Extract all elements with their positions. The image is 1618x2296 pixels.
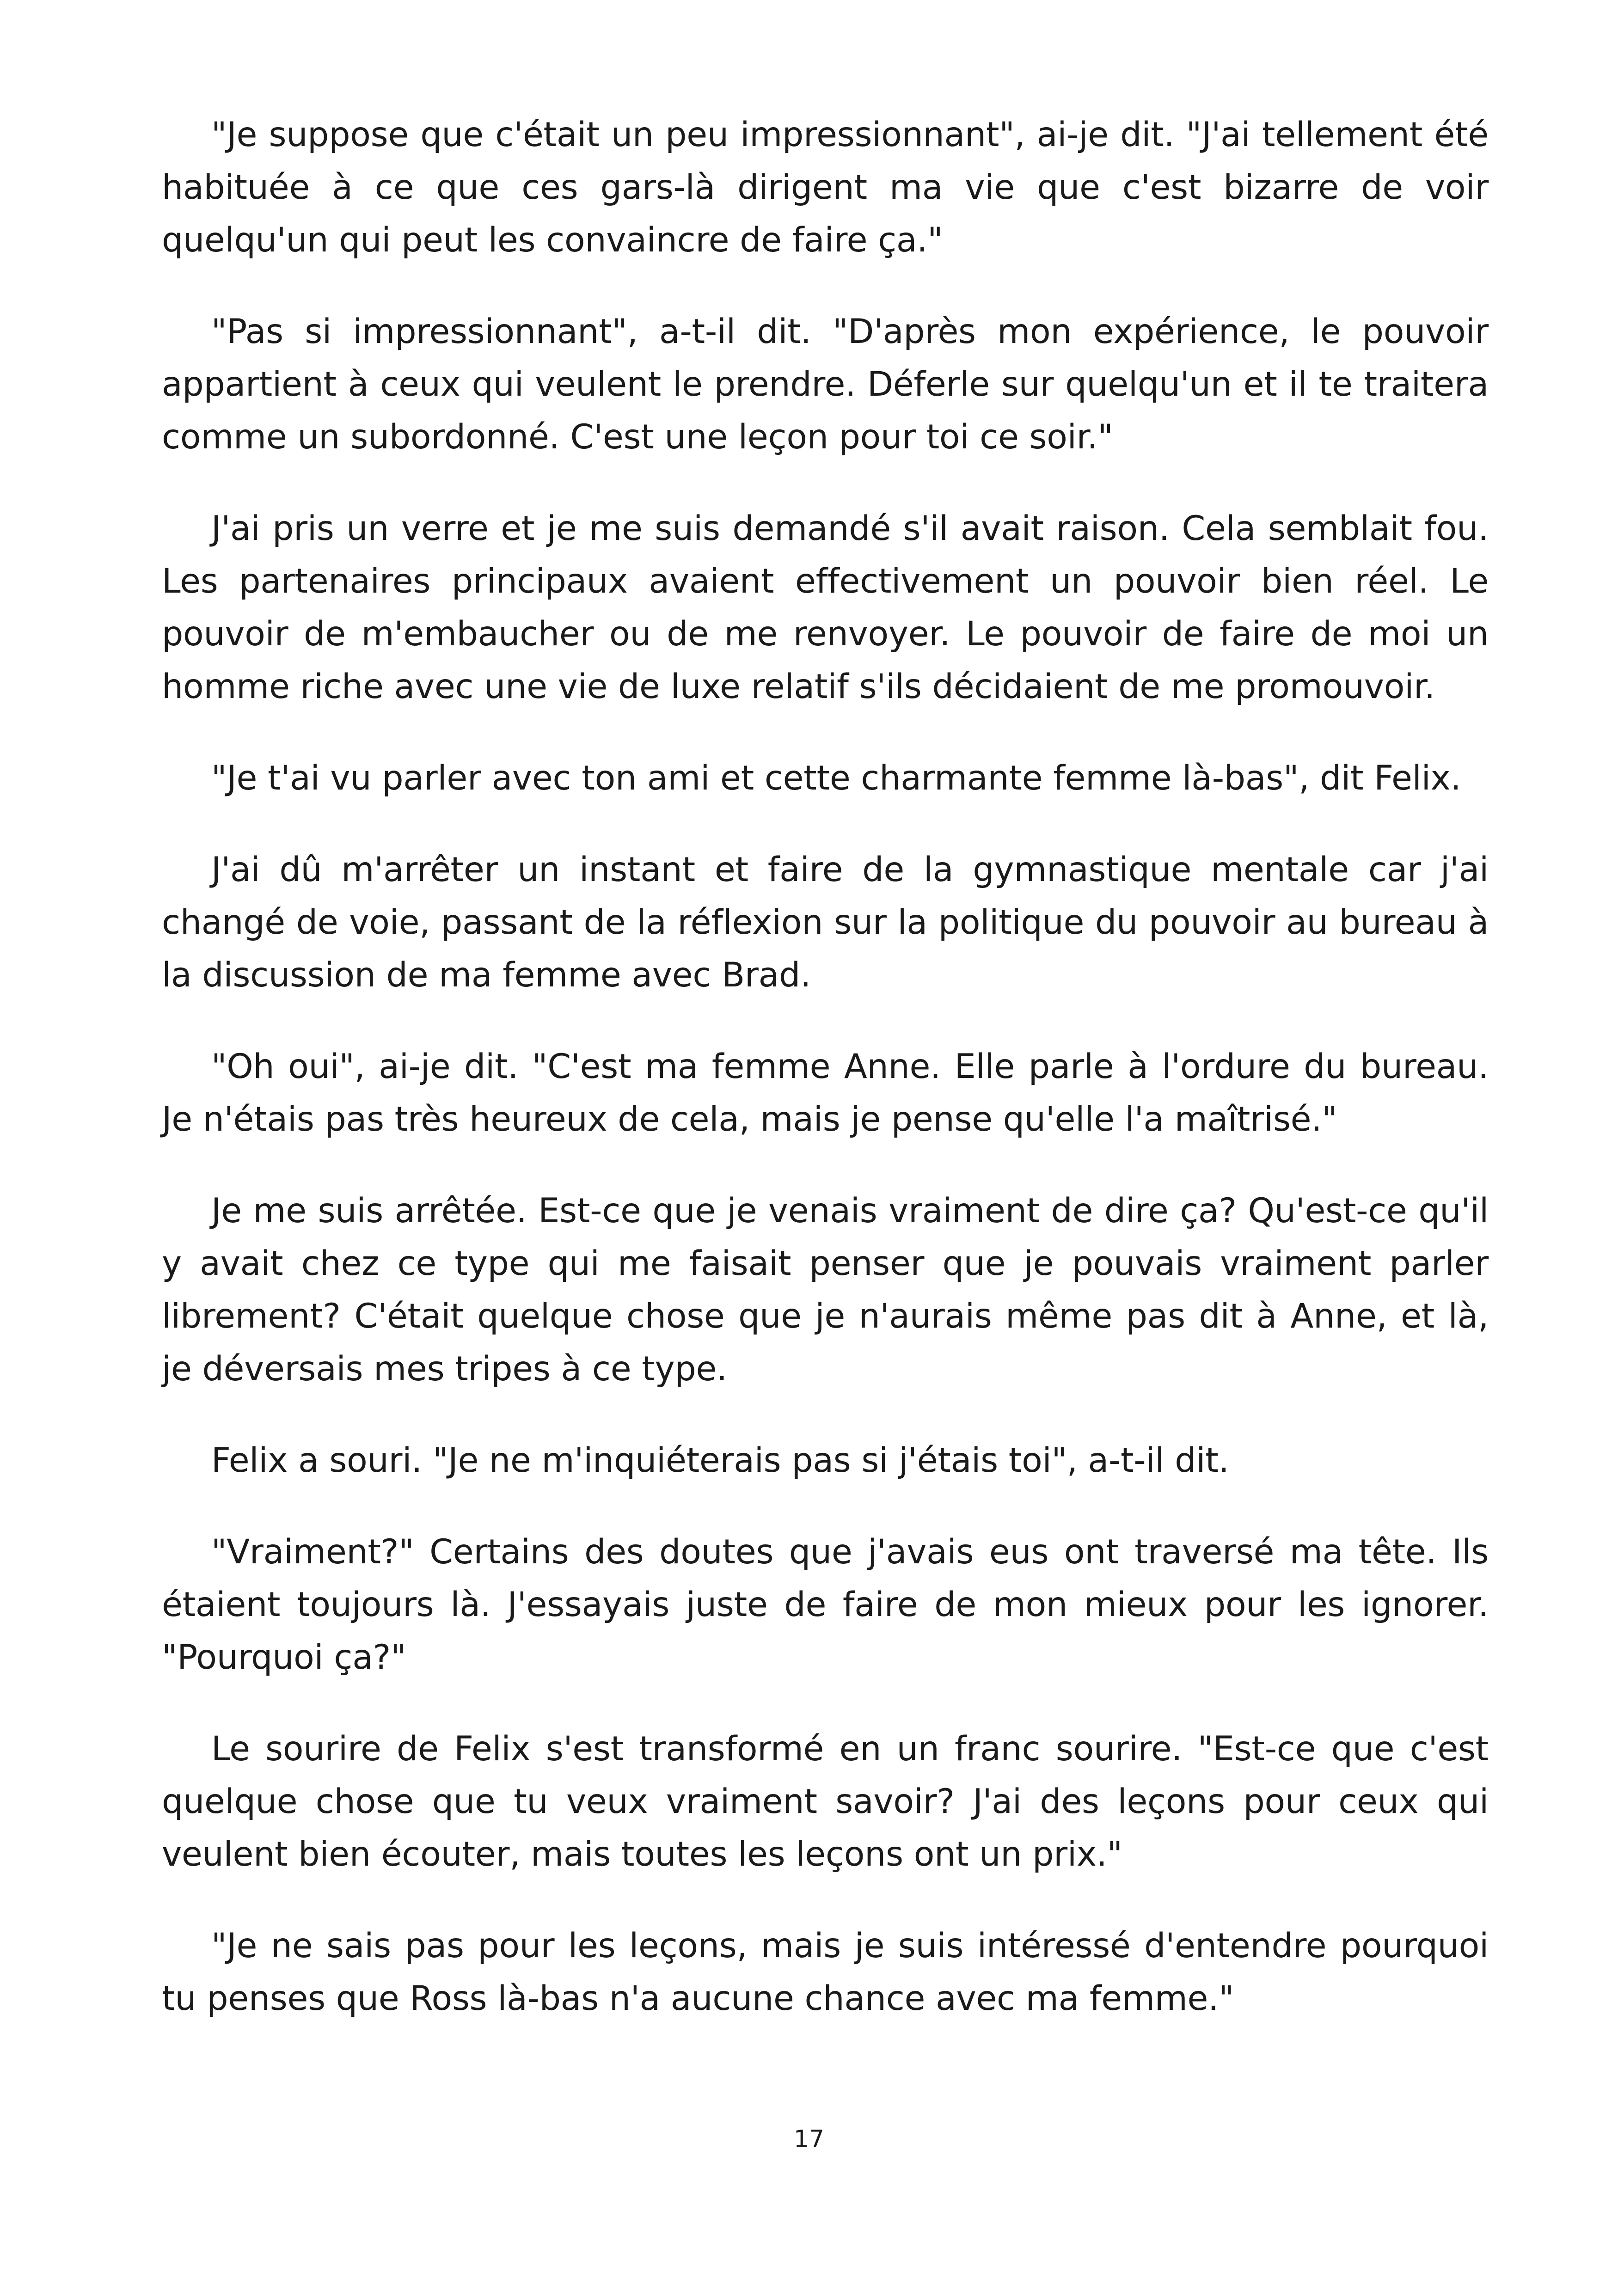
page-number: 17 xyxy=(793,2125,825,2153)
paragraph: Je me suis arrêtée. Est-ce que je venais vraiment de dire ça? Qu'est-ce qu'il y avait chez ce type qui me faisait penser que je pouvais vraiment parler librement? C'était quelque chose que je n'aurais même pas dit à Anne, et là, je déversais mes tripes à ce type. xyxy=(162,1191,1489,1389)
paragraph: "Je suppose que c'était un peu impressionnant", ai-je dit. "J'ai tellement été habituée à ce que ces gars-là dirigent ma vie que c'est bizarre de voir quelqu'un qui peut les convaincre de faire ça." xyxy=(162,115,1489,260)
paragraph: Felix a souri. "Je ne m'inquiéterais pas si j'étais toi", a-t-il dit. xyxy=(211,1441,1229,1480)
paragraph: "Oh oui", ai-je dit. "C'est ma femme Anne. Elle parle à l'ordure du bureau. Je n'étais pas très heureux de cela, mais je pense qu'elle l'a maîtrisé." xyxy=(162,1047,1489,1139)
paragraph: Le sourire de Felix s'est transformé en un franc sourire. "Est-ce que c'est quelque chose que tu veux vraiment savoir? J'ai des leçons pour ceux qui veulent bien écouter, mais toutes les leçons ont un prix." xyxy=(162,1729,1489,1874)
paragraph: "Pas si impressionnant", a-t-il dit. "D'après mon expérience, le pouvoir appartient à ceux qui veulent le prendre. Déferle sur quelqu'un et il te traitera comme un subordonné. C'est une leçon pour toi ce soir." xyxy=(162,312,1489,457)
paragraph: "Je t'ai vu parler avec ton ami et cette charmante femme là-bas", dit Felix. xyxy=(211,759,1461,798)
paragraph: J'ai pris un verre et je me suis demandé s'il avait raison. Cela semblait fou. Les partenaires principaux avaient effectivement un pouvoir bien réel. Le pouvoir de m'embaucher ou de me renvoyer. Le pouvoir de faire de moi un homme riche avec une vie de luxe relatif s'ils décidaient de me promouvoir. xyxy=(162,509,1489,706)
page-body xyxy=(162,109,1489,2064)
paragraph: "Je ne sais pas pour les leçons, mais je suis intéressé d'entendre pourquoi tu penses que Ross là-bas n'a aucune chance avec ma femme." xyxy=(162,1926,1489,2018)
paragraph: "Vraiment?" Certains des doutes que j'avais eus ont traversé ma tête. Ils étaient toujours là. J'essayais juste de faire de mon mieux pour les ignorer. "Pourquoi ça?" xyxy=(162,1532,1489,1677)
paragraph: J'ai dû m'arrêter un instant et faire de la gymnastique mentale car j'ai changé de voie, passant de la réflexion sur la politique du pouvoir au bureau à la discussion de ma femme avec Brad. xyxy=(162,850,1489,995)
